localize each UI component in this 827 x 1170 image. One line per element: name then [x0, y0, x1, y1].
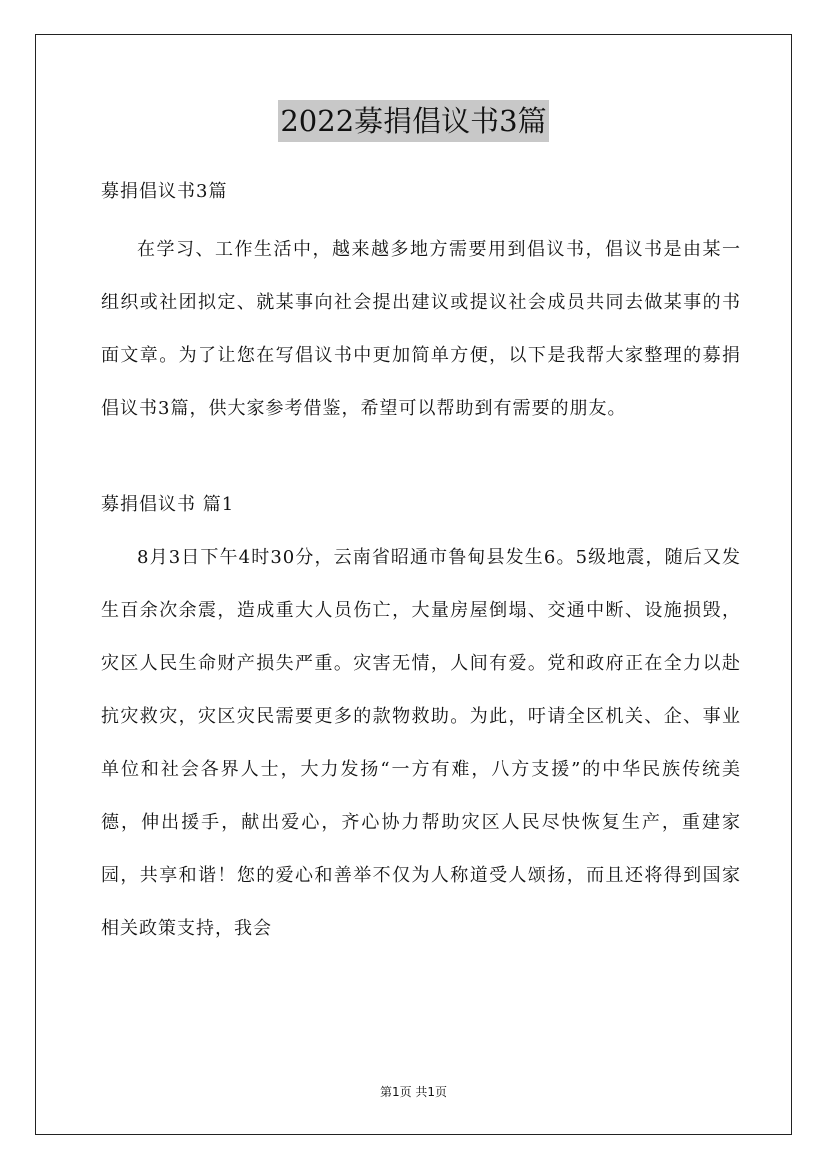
- title-container: [0, 100, 827, 142]
- section-paragraph: 8月3日下午4时30分，云南省昭通市鲁甸县发生6。5级地震，随后又发生百余次余震，造成重大人员伤亡，大量房屋倒塌、交通中断、设施损毁，灾区人民生命财产损失严重。灾害无情，人间有爱。党和政府正在全力以赴抗灾救灾，灾区灾民需要更多的款物救助。为此，吁请全区机关、企、事业单位和社会各界人士，大力发扬“一方有难，八方支援”的中华民族传统美德，伸出援手，献出爱心，齐心协力帮助灾区人民尽快恢复生产，重建家园，共享和谐！您的爱心和善举不仅为人称道受人颂扬，而且还将得到国家相关政策支持，我会: [101, 547, 741, 939]
- document-subtitle: 募捐倡议书3篇: [101, 181, 228, 202]
- document-body: [101, 174, 741, 955]
- intro-paragraph: 在学习、工作生活中，越来越多地方需要用到倡议书，倡议书是由某一组织或社团拟定、就某事向社会提出建议或提议社会成员共同去做某事的书面文章。为了让您在写倡议书中更加简单方便，以下是我帮大家整理的募捐倡议书3篇，供大家参考借鉴，希望可以帮助到有需要的朋友。: [101, 239, 741, 419]
- document-title: 2022募捐倡议书3篇: [278, 100, 548, 142]
- section-heading: 募捐倡议书 篇1: [101, 494, 235, 515]
- page-footer: 第1页 共1页: [379, 1085, 448, 1099]
